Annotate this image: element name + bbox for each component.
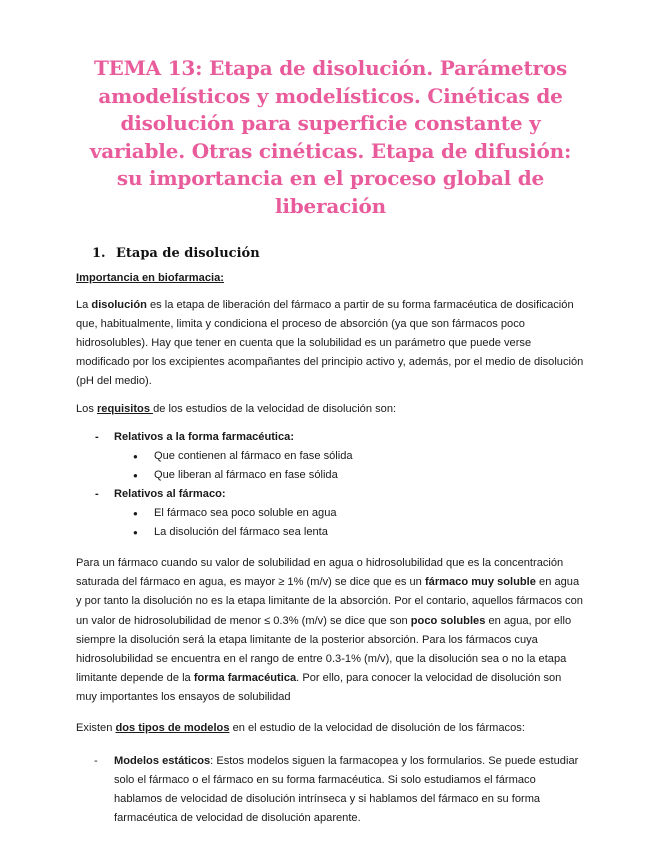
section-heading [92, 246, 585, 261]
document-title: TEMA 13: Etapa de disolución. Parámetros amodelísticos y modelísticos. Cinéticas de disolución para superficie constante y variable. Otras cinéticas. Etapa de difusión: su importancia en el proceso global de liberación [89, 56, 572, 218]
list-item-label: Relativos a la forma farmacéutica: [114, 430, 295, 443]
list-item-label: Relativos al fármaco: [114, 487, 226, 500]
list-item [76, 485, 585, 542]
list-item: ● El fármaco sea poco soluble en agua [114, 504, 585, 523]
text-run: La [76, 299, 92, 312]
bold-term: disolución [91, 299, 147, 312]
section-number: 1. [92, 246, 106, 261]
text-run: en el estudio de la velocidad de disolución de los fármacos: [229, 721, 525, 734]
list-item [76, 428, 585, 485]
text-run: : Estos modelos siguen la farmacopea y los formularios. Se puede estudiar solo el fármaco o el fármaco en su forma farmacéutica. Si solo estudiamos el fármaco hablamos de velocidad de disolución intrínseca y si hablamos del fármaco en su forma farmacéutica de velocidad de disolución aparente. [114, 755, 579, 825]
list-item: ● La disolución del fármaco sea lenta [114, 523, 585, 542]
section-title: Etapa de disolución [116, 246, 260, 261]
underlined-term: requisitos [96, 402, 154, 415]
text-run: en agua y por tanto la disolución no es la etapa limitante de la absorción. Por el contario, aquellos fármacos con un valor de hidrosolubilidad de menor ≤ 0.3% (m/v) se dice que son [76, 576, 583, 627]
text-run: Los [76, 402, 97, 415]
list-item: ● Que liberan al fármaco en fase sólida [114, 466, 585, 485]
subheading: Importancia en biofarmacia: [76, 272, 224, 284]
bold-term: Modelos estáticos [114, 755, 211, 768]
paragraph-requisitos [76, 400, 585, 419]
models-list [76, 752, 585, 828]
underlined-term: dos tipos de modelos [115, 721, 230, 734]
list-item [76, 752, 585, 828]
paragraph-solubilidad [76, 554, 585, 707]
text-run: en agua, por ello siempre la disolución será la etapa limitante de la posterior absorción. Para los fármacos cuya hidrosolubilidad se encuentra en el rango de entre 0.3-1% (m/v), que la disolución sea o no la etapa limitante depende de la [76, 614, 572, 684]
list-item: ● Que contienen al fármaco en fase sólida [114, 447, 585, 466]
paragraph-disolucion [76, 296, 585, 391]
text-run: es la etapa de liberación del fármaco a partir de su forma farmacéutica de dosificación que, habitualmente, limita y condiciona el proceso de absorción (ya que son fármacos poco hidrosolubles). Hay que tener en cuenta que la solubilidad es un parámetro que puede verse modificado por los excipientes acompañantes del principio activo y, además, por el medio de disolución (pH del medio). [76, 299, 584, 388]
sub-list [114, 447, 585, 485]
bold-term: poco solubles [410, 614, 486, 627]
requirements-list [76, 428, 585, 543]
text-run: de los estudios de la velocidad de disolución son: [153, 402, 397, 415]
bold-term: forma farmacéutica [193, 671, 297, 684]
paragraph-modelos [76, 719, 585, 738]
sub-list [114, 504, 585, 542]
text-run: . Por ello, para conocer la velocidad de disolución son muy importantes los ensayos de solubilidad [76, 671, 562, 703]
text-run: Para un fármaco cuando su valor de solubilidad en agua o hidrosolubilidad que es la concentración saturada del fármaco en agua, es mayor ≥ 1% (m/v) se dice que es un [76, 557, 564, 589]
text-run: Existen [76, 721, 116, 734]
bold-term: fármaco muy soluble [424, 576, 536, 589]
